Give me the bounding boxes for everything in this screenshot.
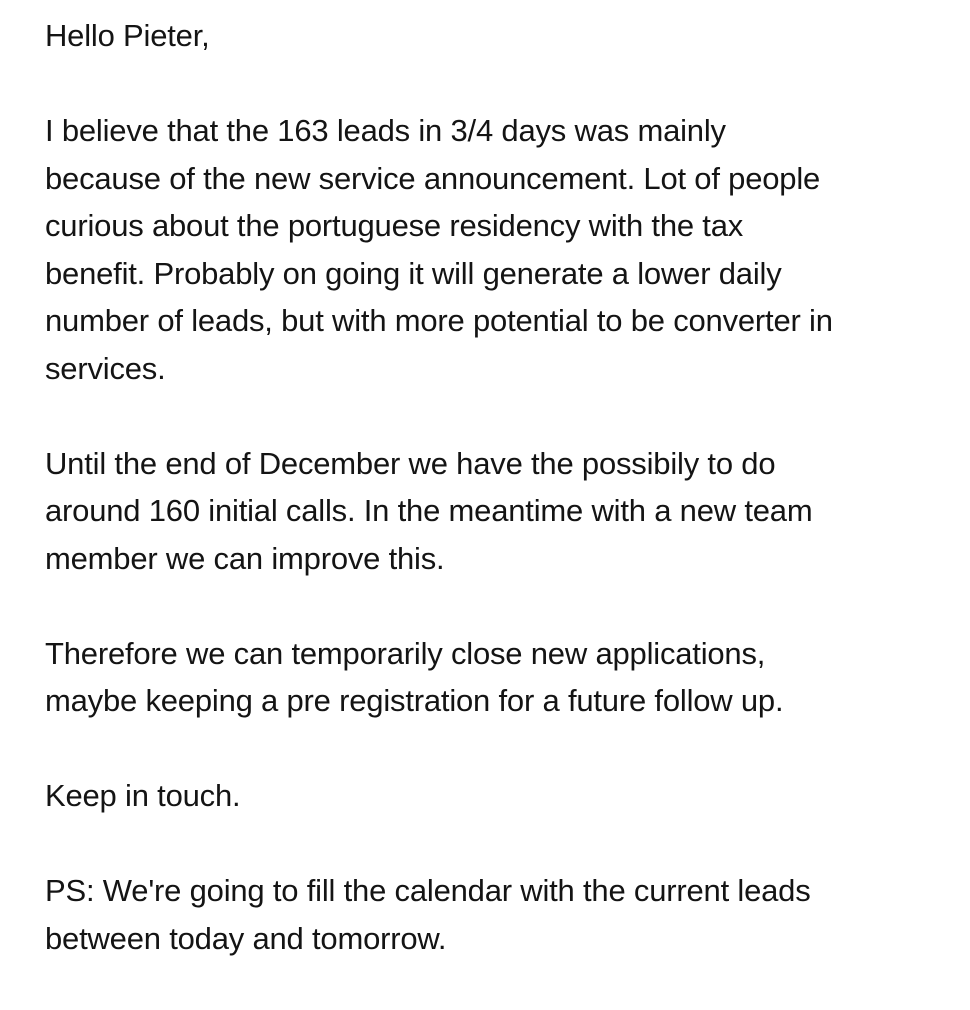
paragraph-line: Until the end of December we have the possibily to do	[45, 445, 776, 481]
closing-line: Keep in touch.	[45, 778, 241, 813]
email-body	[45, 12, 955, 1010]
paragraph-line: services.	[45, 350, 166, 386]
paragraph-line: Therefore we can temporarily close new applications,	[45, 635, 766, 671]
greeting	[45, 12, 955, 60]
paragraph-line: maybe keeping a pre registration for a future follow up.	[45, 683, 784, 718]
closing	[45, 772, 955, 820]
greeting-line: Hello Pieter,	[45, 18, 210, 53]
paragraph-line: benefit. Probably on going it will generate a lower daily	[45, 255, 782, 291]
paragraph-line: curious about the portuguese residency with the tax	[45, 208, 744, 243]
postscript	[45, 867, 955, 962]
paragraph-line: around 160 initial calls. In the meantime with a new team	[45, 493, 813, 528]
paragraph-leads	[45, 107, 955, 392]
paragraph-line: I believe that the 163 leads in 3/4 days was mainly	[45, 113, 726, 148]
paragraph-line: because of the new service announcement. Lot of people	[45, 160, 821, 196]
paragraph-applications	[45, 630, 955, 725]
paragraph-line: member we can improve this.	[45, 540, 445, 576]
paragraph-line: number of leads, but with more potential to be converter in	[45, 303, 833, 338]
postscript-line: between today and tomorrow.	[45, 920, 447, 956]
postscript-line: PS: We're going to fill the calendar with the current leads	[45, 873, 811, 908]
paragraph-calls	[45, 440, 955, 583]
